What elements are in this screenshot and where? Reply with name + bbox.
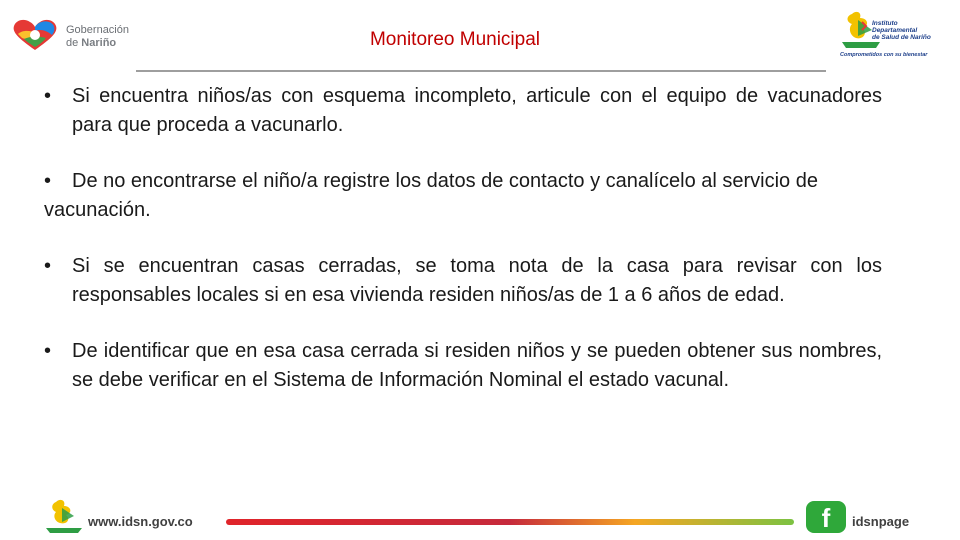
bullet-text: Si encuentra niños/as con esquema incompleto, articule con el equipo de vacunadores para que proceda a vacunarlo. (72, 85, 882, 136)
bullet-marker: • (44, 340, 52, 362)
footer-idsn-emblem-icon (44, 498, 84, 534)
idsn-logo-line1: Instituto (872, 20, 898, 27)
page-title: Monitoreo Municipal (369, 29, 541, 50)
gobernacion-logo (10, 16, 150, 56)
idsn-logo-line3: de Salud de Nariño (872, 34, 931, 41)
bullet-item (44, 337, 882, 394)
idsn-logo-tagline: Comprometidos con su bienestar (840, 52, 928, 58)
bullet-marker: • (44, 170, 52, 192)
org-name-narino: Nariño (81, 37, 117, 49)
bullet-item (44, 167, 882, 224)
bullet-list (44, 82, 882, 394)
bullet-marker: • (44, 85, 52, 107)
org-name-line1: Gobernación (66, 24, 129, 36)
heart-logo-icon (10, 18, 60, 52)
facebook-page-link[interactable]: idsnpage (852, 514, 910, 529)
org-name-prefix: de (66, 37, 82, 49)
idsn-logo-line2: Departamental (872, 27, 918, 34)
bullet-text: De identificar que en esa casa cerrada si residen niños y se pueden obtener sus nombres, se debe verificar en el Sistema de Información Nominal el estado vacunal. (72, 340, 882, 391)
footer-color-bar (226, 519, 794, 525)
website-link[interactable]: www.idsn.gov.co (88, 514, 193, 529)
bullet-item (44, 252, 882, 309)
bullet-item (44, 82, 882, 139)
facebook-glyph: f (821, 503, 831, 533)
facebook-icon[interactable] (806, 501, 846, 533)
idsn-logo (832, 6, 954, 66)
title-divider (136, 70, 826, 72)
bullet-text: De no encontrarse el niño/a registre los datos de contacto y canalícelo al servicio de vacunación. (44, 170, 818, 221)
bullet-marker: • (44, 255, 52, 277)
bullet-text: Si se encuentran casas cerradas, se toma nota de la casa para revisar con los responsables locales si en esa vivienda residen niños/as de 1 a 6 años de edad. (72, 255, 882, 306)
